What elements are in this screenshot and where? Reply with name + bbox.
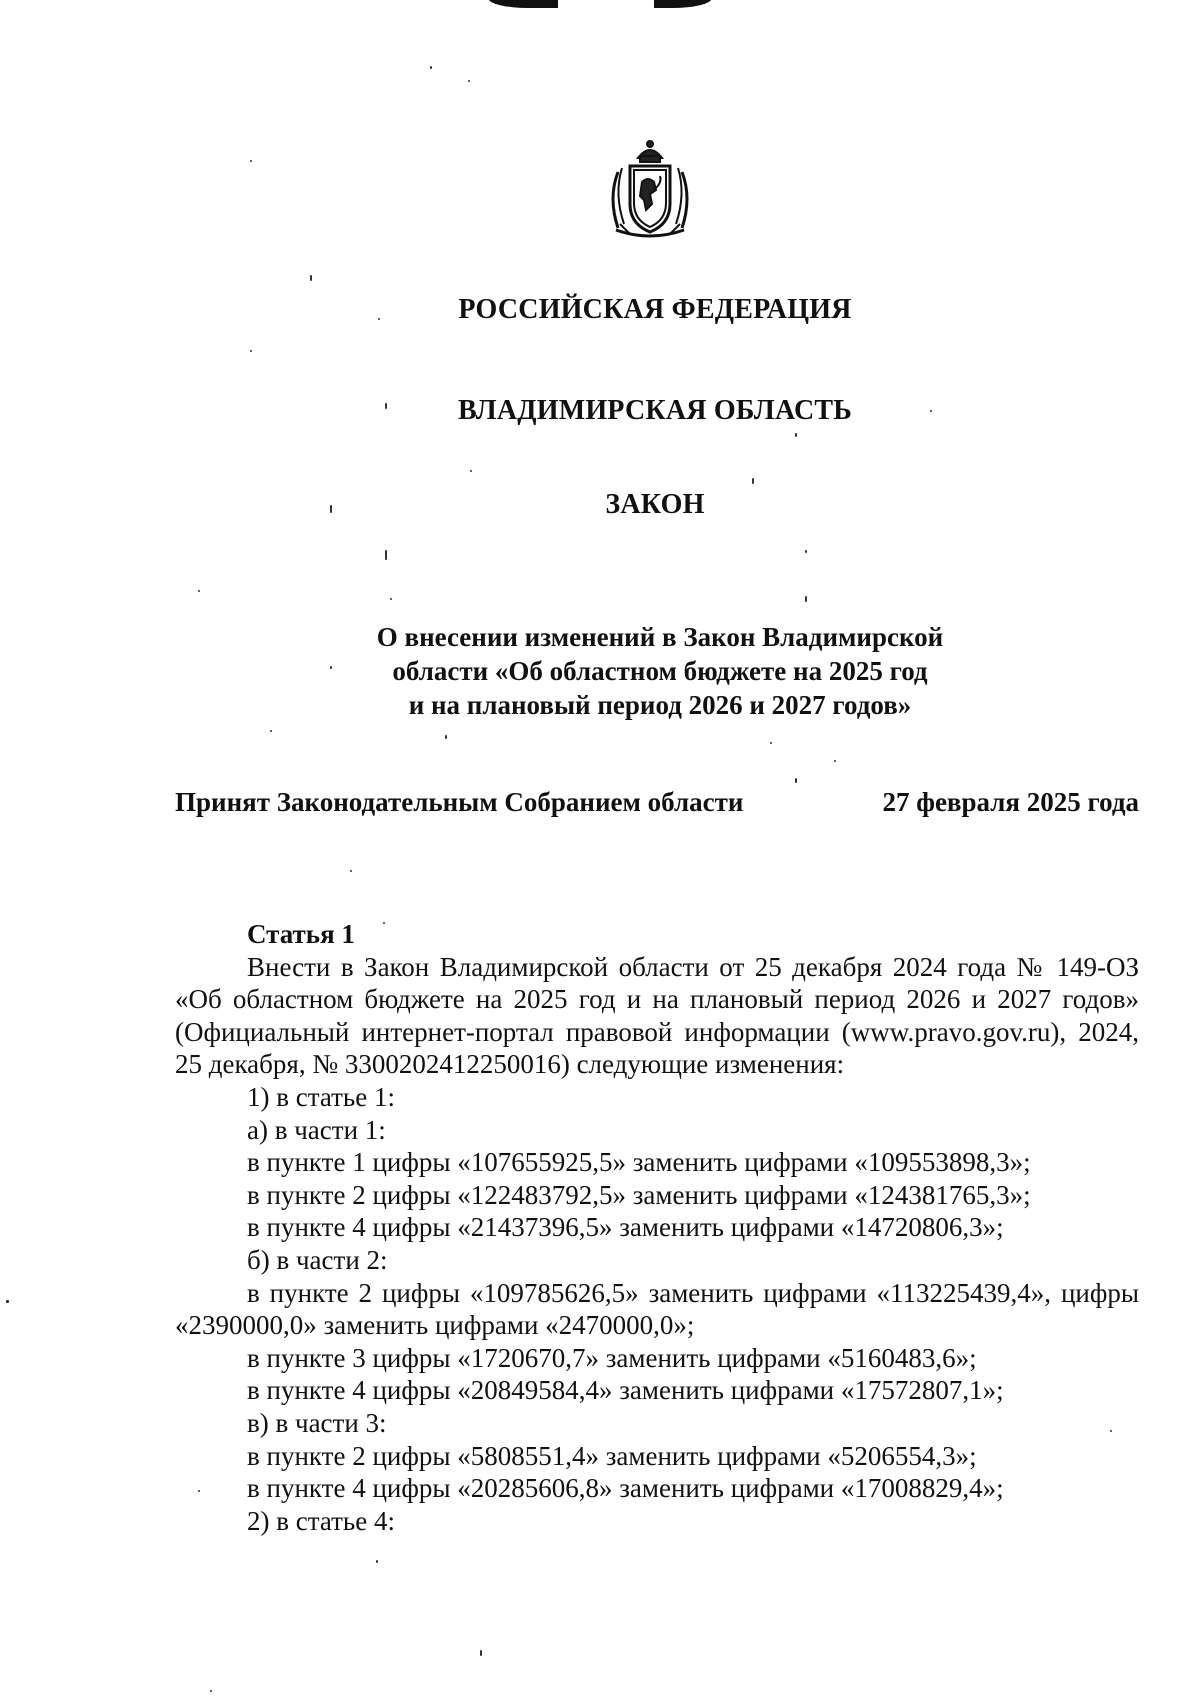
article-body	[175, 918, 1139, 1537]
scan-artifact	[488, 0, 712, 8]
coat-of-arms-icon	[600, 138, 700, 242]
list-item: в) в части 3:	[247, 1407, 387, 1438]
law-title-line: О внесении изменений в Закон Владимирской	[376, 622, 944, 652]
list-item: в пункте 1 цифры «107655925,5» заменить цифрами «109553898,3»;	[247, 1147, 1031, 1178]
article-heading: Статья 1	[247, 919, 355, 949]
list-item: 1) в статье 1:	[247, 1081, 395, 1112]
adoption-line	[175, 785, 1139, 819]
list-item: а) в части 1:	[247, 1114, 386, 1145]
document-type-heading: ЗАКОН	[605, 489, 705, 520]
list-item: в пункте 4 цифры «21437396,5» заменить цифрами «14720806,3»;	[247, 1212, 1004, 1243]
list-item: в пункте 4 цифры «20285606,8» заменить цифрами «17008829,4»;	[247, 1473, 1004, 1504]
law-title	[360, 620, 960, 722]
adoption-label: Принят Законодательным Собранием области	[175, 787, 744, 817]
country-heading: РОССИЙСКАЯ ФЕДЕРАЦИЯ	[458, 294, 852, 325]
list-item: в пункте 3 цифры «1720670,7» заменить цифрами «5160483,6»;	[247, 1342, 977, 1373]
list-item: в пункте 4 цифры «20849584,4» заменить цифрами «17572807,1»;	[247, 1375, 1004, 1406]
list-item: в пункте 2 цифры «109785626,5» заменить цифрами «113225439,4», цифры «2390000,0» заменить цифрами «2470000,0»;	[175, 1277, 1139, 1341]
law-title-line: области «Об областном бюджете на 2025 год	[392, 656, 928, 686]
list-item: б) в части 2:	[247, 1244, 388, 1275]
list-item: 2) в статье 4:	[247, 1505, 395, 1536]
list-item: в пункте 2 цифры «122483792,5» заменить цифрами «124381765,3»;	[247, 1179, 1031, 1210]
list-item: в пункте 2 цифры «5808551,4» заменить цифрами «5206554,3»;	[247, 1440, 977, 1471]
article-intro: Внести в Закон Владимирской области от 25 декабря 2024 года № 149-ОЗ «Об областном бюджете на 2025 год и на плановый период 2026 и 2027 годов» (Официальный интернет-портал правовой информации (www.pravo.gov.ru), 2024, 25 декабря, № 3300202412250016) следующие изменения:	[175, 951, 1139, 1080]
adoption-date: 27 февраля 2025 года	[882, 787, 1139, 817]
law-title-line: и на плановый период 2026 и 2027 годов»	[408, 690, 912, 720]
region-heading: ВЛАДИМИРСКАЯ ОБЛАСТЬ	[457, 395, 853, 426]
